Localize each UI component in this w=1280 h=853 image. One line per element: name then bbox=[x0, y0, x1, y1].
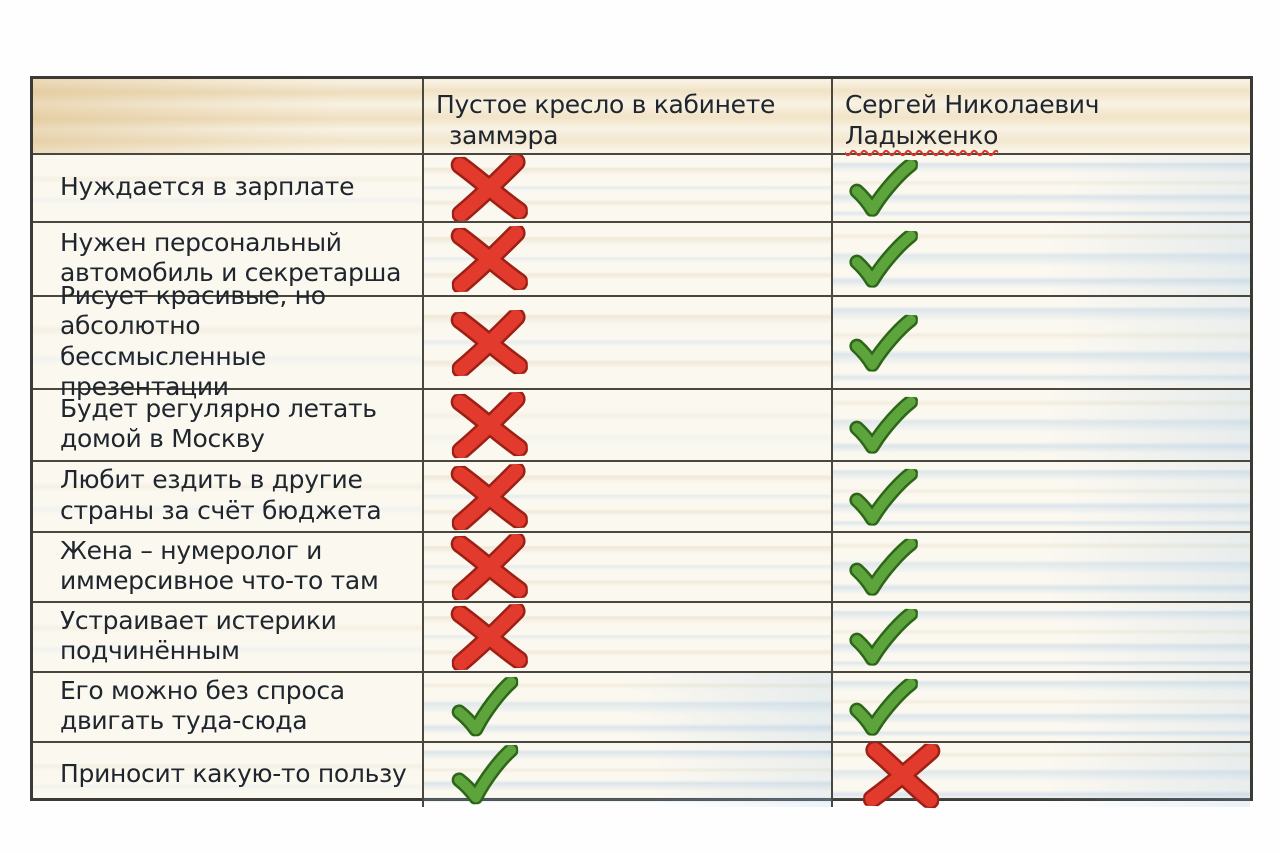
check-mark-icon bbox=[849, 608, 917, 666]
row-label: Нужен персональный автомобиль и секретарша bbox=[33, 223, 424, 297]
mark-cell-chair bbox=[424, 743, 833, 807]
header-empty-cell bbox=[33, 79, 424, 155]
cross-mark-icon bbox=[451, 605, 527, 669]
row-label: Устраивает истерики подчинённым bbox=[33, 603, 424, 673]
cross-mark-icon bbox=[451, 465, 527, 529]
mark-cell-chair bbox=[424, 603, 833, 673]
mark-cell-chair bbox=[424, 462, 833, 533]
cross-mark-icon bbox=[451, 227, 527, 291]
header-chair-line2: заммэра bbox=[449, 120, 559, 150]
mark-cell-person bbox=[833, 297, 1250, 390]
header-chair bbox=[424, 79, 833, 155]
check-mark-icon bbox=[849, 468, 917, 526]
check-mark-icon bbox=[451, 746, 519, 804]
mark-cell-person bbox=[833, 603, 1250, 673]
cross-mark-icon bbox=[864, 743, 940, 807]
mark-cell-person bbox=[833, 533, 1250, 603]
cross-mark-icon bbox=[451, 535, 527, 599]
cross-mark-icon bbox=[451, 311, 527, 375]
mark-cell-person bbox=[833, 743, 1250, 807]
cross-mark-icon bbox=[451, 393, 527, 457]
header-person-line1: Сергей Николаевич bbox=[845, 90, 1100, 119]
check-mark-icon bbox=[849, 314, 917, 372]
row-label: Рисует красивые, но абсолютно бессмысленные презентации bbox=[33, 297, 424, 390]
check-mark-icon bbox=[451, 678, 519, 736]
check-mark-icon bbox=[849, 230, 917, 288]
header-person-line2-misspelled: Ладыженко bbox=[845, 120, 999, 150]
mark-cell-chair bbox=[424, 297, 833, 390]
row-label: Любит ездить в другие страны за счёт бюджета bbox=[33, 462, 424, 533]
check-mark-icon bbox=[849, 538, 917, 596]
row-label: Будет регулярно летать домой в Москву bbox=[33, 390, 424, 462]
row-label: Нуждается в зарплате bbox=[33, 155, 424, 223]
mark-cell-person bbox=[833, 462, 1250, 533]
mark-cell-chair bbox=[424, 673, 833, 743]
header-person bbox=[833, 79, 1250, 155]
mark-cell-person bbox=[833, 673, 1250, 743]
cross-mark-icon bbox=[451, 156, 527, 220]
mark-cell-chair bbox=[424, 533, 833, 603]
mark-cell-chair bbox=[424, 223, 833, 297]
header-chair-line1: Пустое кресло в кабинете bbox=[436, 90, 776, 119]
mark-cell-chair bbox=[424, 390, 833, 462]
row-label: Его можно без спроса двигать туда-сюда bbox=[33, 673, 424, 743]
comparison-table bbox=[30, 76, 1253, 801]
row-label: Приносит какую-то пользу bbox=[33, 743, 424, 807]
mark-cell-chair bbox=[424, 155, 833, 223]
check-mark-icon bbox=[849, 396, 917, 454]
mark-cell-person bbox=[833, 155, 1250, 223]
mark-cell-person bbox=[833, 223, 1250, 297]
check-mark-icon bbox=[849, 678, 917, 736]
check-mark-icon bbox=[849, 159, 917, 217]
mark-cell-person bbox=[833, 390, 1250, 462]
row-label: Жена – нумеролог и иммерсивное что-то там bbox=[33, 533, 424, 603]
